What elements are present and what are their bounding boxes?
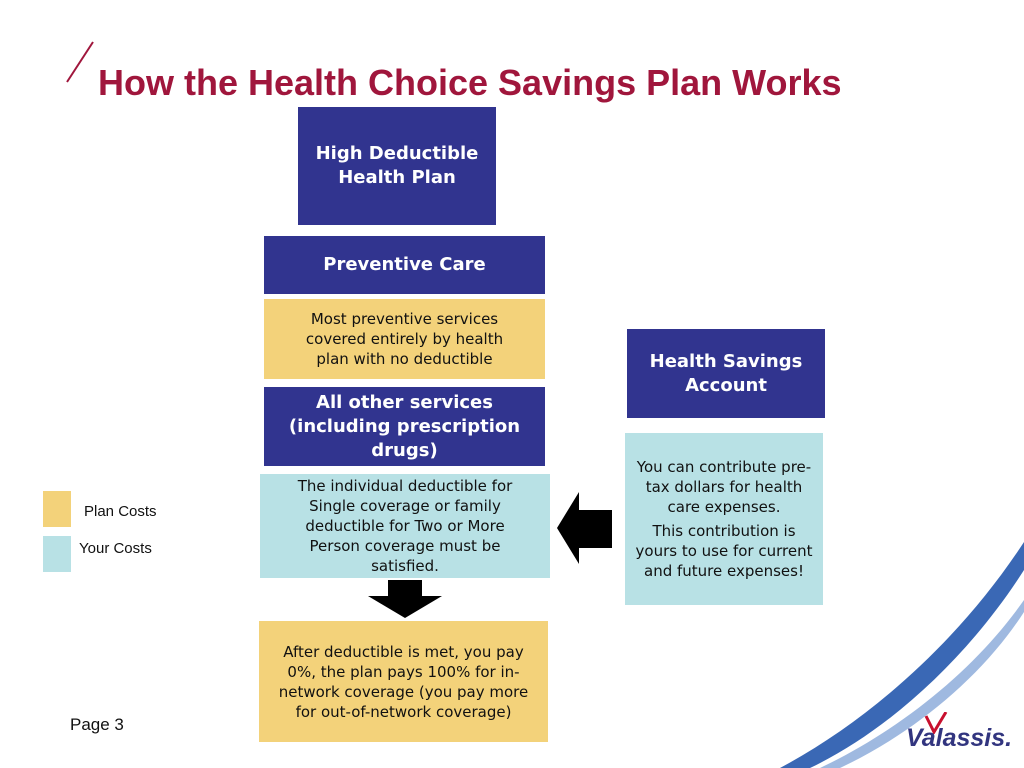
after-deductible-box: [259, 621, 548, 742]
legend-swatch-plan-costs: [43, 491, 71, 527]
other-services-header: [264, 387, 545, 466]
hsa-text-1: You can contribute pre-tax dollars for health care expenses.: [636, 458, 812, 516]
other-services-label: All other services (including prescription drugs): [288, 391, 521, 461]
hdhp-box: [298, 107, 496, 225]
preventive-care-header: [264, 236, 545, 294]
slash-icon: [64, 40, 96, 84]
hsa-text-2: This contribution is yours to use for current and future expenses!: [635, 522, 813, 580]
preventive-care-label: Preventive Care: [323, 254, 486, 275]
legend-label-your-costs: Your Costs: [79, 540, 152, 557]
legend-swatch-your-costs: [43, 536, 71, 572]
page-title: How the Health Choice Savings Plan Works: [98, 62, 842, 103]
hsa-label: Health Savings Account: [649, 350, 803, 396]
legend-label-plan-costs: Plan Costs: [84, 503, 157, 520]
preventive-care-body: [264, 299, 545, 379]
left-arrow-icon: [555, 490, 615, 566]
hsa-body: [625, 433, 823, 605]
other-services-text: The individual deductible for Single coverage or family deductible for Two or More Person coverage must be satisfied.: [297, 477, 513, 575]
other-services-body: [260, 474, 550, 578]
after-deductible-text: After deductible is met, you pay 0%, the plan pays 100% for in-network coverage (you pay more for out-of-network coverage): [278, 642, 529, 721]
valassis-logo: [906, 712, 1016, 752]
hdhp-label: High Deductible Health Plan: [315, 143, 479, 188]
logo-text: Valassis.: [906, 724, 1013, 752]
down-arrow-icon: [366, 580, 444, 620]
hsa-header: [627, 329, 825, 418]
preventive-care-text: Most preventive services covered entirely by health plan with no deductible: [305, 310, 504, 368]
page-number: Page 3: [70, 715, 124, 734]
